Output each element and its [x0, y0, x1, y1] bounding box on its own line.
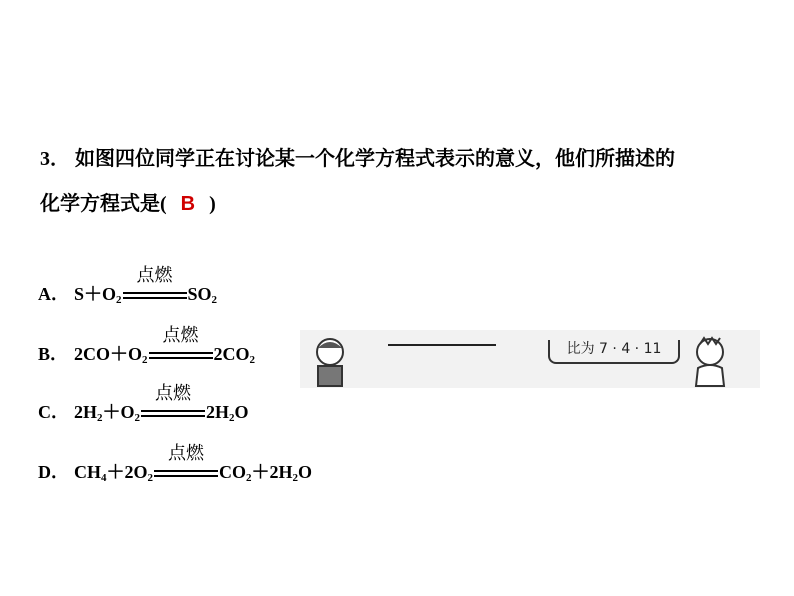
product-subscript: 2 [249, 354, 256, 366]
product-subscript: 2 [229, 412, 235, 424]
option-letter: C． [38, 402, 69, 422]
closing-paren: ) [209, 193, 216, 215]
equation-reactants [74, 344, 148, 364]
reactant-subscript: 2 [116, 294, 122, 306]
equals-line-bottom [149, 357, 213, 359]
reaction-condition-sign [154, 442, 218, 479]
reactant-text: S＋O [74, 284, 117, 304]
equation-products [206, 402, 249, 422]
equation-reactants [74, 462, 153, 482]
equals-line-top [141, 410, 205, 412]
reactant-subscript: 4 [101, 472, 107, 484]
reactant-subscript: 2 [134, 412, 141, 424]
equals-line-top [149, 352, 213, 354]
product-text: ＋2H [251, 462, 293, 482]
product-subscript: 2 [292, 472, 299, 484]
option-d[interactable] [38, 442, 313, 484]
equals-line-bottom [154, 475, 218, 477]
reaction-condition-sign [123, 264, 187, 301]
option-letter: D． [38, 462, 69, 482]
product-text: O [298, 462, 313, 482]
reactant-text: 2CO＋O [74, 344, 143, 364]
speech-bubble-ratio: 比为 7 · 4 · 11 [548, 340, 680, 364]
condition-label: 点燃 [162, 324, 199, 346]
speech-bubble-edge [388, 344, 496, 346]
product-text: O [234, 402, 249, 422]
product-text: 2H [206, 402, 230, 422]
question-stem-2: 化学方程式是( [40, 193, 167, 215]
reactant-subscript: 2 [147, 472, 154, 484]
equation-reactants [74, 284, 122, 304]
option-a[interactable] [38, 264, 218, 306]
reactant-text: ＋O [102, 402, 135, 422]
reactant-subscript: 2 [142, 354, 148, 366]
question-number: 3 [40, 148, 50, 170]
reaction-condition-sign [141, 382, 205, 419]
answer-text: B [180, 193, 196, 215]
reactant-subscript: 2 [97, 412, 103, 424]
product-text: SO [187, 284, 212, 304]
reactant-text: CH [74, 462, 101, 482]
question-line-1: 3． 如图四位同学正在讨论某一个化学方程式表示的意义，他们所描述的 [40, 148, 675, 170]
product-subscript: 2 [246, 472, 252, 484]
equals-line-bottom [123, 297, 187, 299]
option-letter: A． [38, 284, 69, 304]
condition-label: 点燃 [155, 382, 192, 404]
equals-line-bottom [141, 415, 205, 417]
equals-line-top [154, 470, 218, 472]
option-letter: B． [38, 344, 69, 364]
student-figure-left [304, 334, 356, 388]
product-subscript: 2 [211, 294, 218, 306]
product-text: 2CO [213, 344, 250, 364]
student-figure-right [684, 334, 736, 388]
condition-label: 点燃 [168, 442, 205, 464]
option-c[interactable] [38, 382, 249, 424]
equation-reactants [74, 402, 140, 422]
reactant-text: ＋2O [106, 462, 148, 482]
product-text: CO [219, 462, 247, 482]
equation-products [219, 462, 312, 482]
equals-line-top [123, 292, 187, 294]
reaction-condition-sign [149, 324, 213, 361]
equation-products [188, 284, 218, 304]
question-line-2 [40, 182, 770, 227]
question-stem: 如图四位同学正在讨论某一个化学方程式表示的意义，他们所描述的 [75, 148, 675, 170]
condition-label: 点燃 [136, 264, 173, 286]
reactant-text: 2H [74, 402, 98, 422]
illustration-strip [300, 330, 760, 388]
equation-products [214, 344, 256, 364]
question-text [40, 137, 770, 227]
option-b[interactable] [38, 324, 256, 366]
